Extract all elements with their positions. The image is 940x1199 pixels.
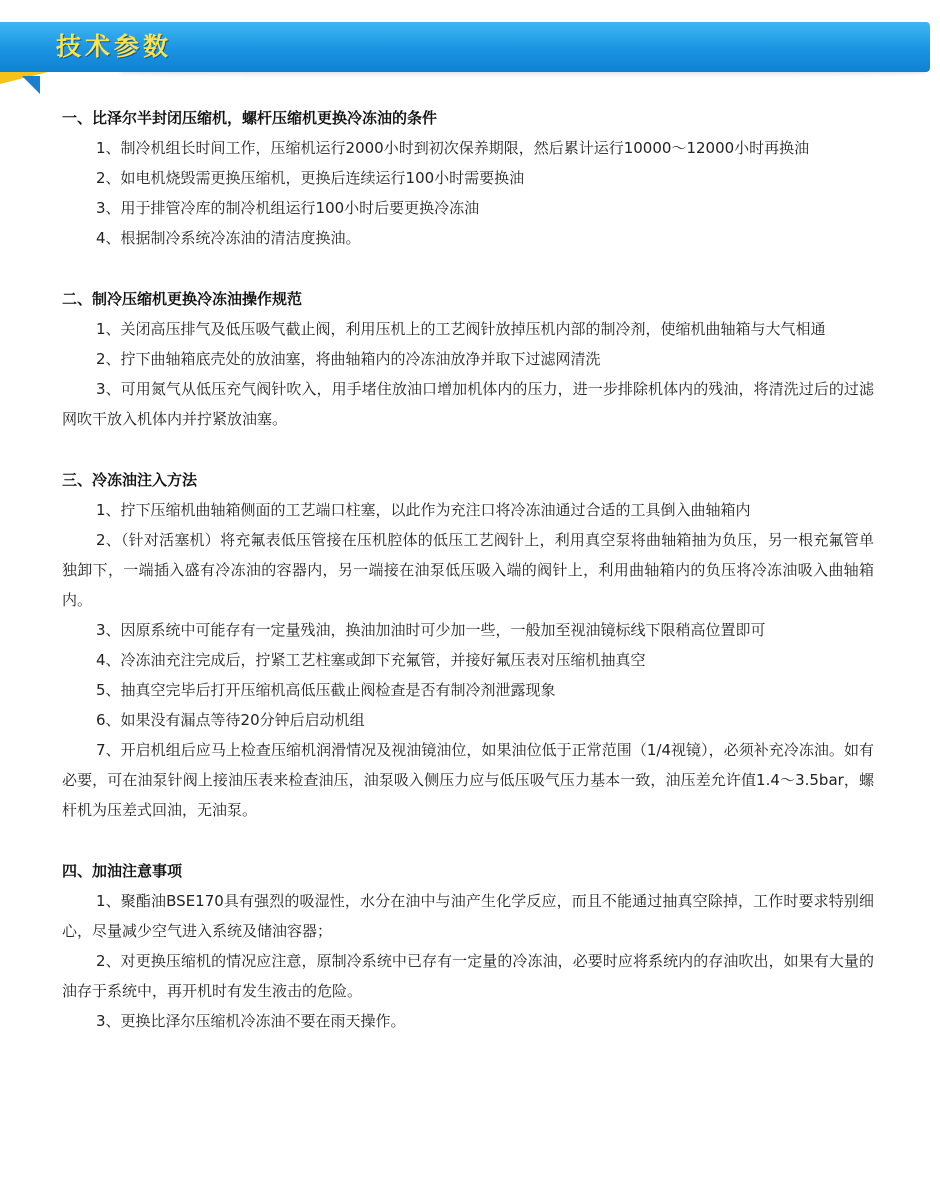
section-3 xyxy=(62,465,874,825)
section-title: 二、制冷压缩机更换冷冻油操作规范 xyxy=(62,290,303,308)
section-2 xyxy=(62,284,874,434)
section-spacer xyxy=(62,825,874,856)
list-item: 6、如果没有漏点等待20分钟后启动机组 xyxy=(96,711,365,729)
list-item: 3、可用氮气从低压充气阀针吹入，用手堵住放油口增加机体内的压力，进一步排除机体内的残油，将清洗过后的过滤网吹干放入机体内并拧紧放油塞。 xyxy=(62,380,874,428)
list-item: 3、用于排管冷库的制冷机组运行100小时后要更换冷冻油 xyxy=(96,199,480,217)
list-item: 3、更换比泽尔压缩机冷冻油不要在雨天操作。 xyxy=(96,1012,406,1030)
section-4 xyxy=(62,856,874,1036)
article-content xyxy=(62,103,874,1036)
list-item: 2、对更换压缩机的情况应注意，原制冷系统中已存有一定量的冷冻油，必要时应将系统内的存油吹出，如果有大量的油存于系统中，再开机时有发生液击的危险。 xyxy=(62,952,874,1000)
section-spacer xyxy=(62,434,874,465)
list-item: 2、（针对活塞机）将充氟表低压管接在压机腔体的低压工艺阀针上，利用真空泵将曲轴箱抽为负压，另一根充氟管单独卸下，一端插入盛有冷冻油的容器内，另一端接在油泵低压吸入端的阀针上，利用曲轴箱内的负压将冷冻油吸入曲轴箱内。 xyxy=(62,531,874,609)
list-item: 7、开启机组后应马上检查压缩机润滑情况及视油镜油位，如果油位低于正常范围（1/4视镜），必须补充冷冻油。如有必要，可在油泵针阀上接油压表来检查油压，油泵吸入侧压力应与低压吸气压力基本一致，油压差允许值1.4～3.5bar，螺杆机为压差式回油，无油泵。 xyxy=(62,741,874,819)
list-item: 1、拧下压缩机曲轴箱侧面的工艺端口柱塞，以此作为充注口将冷冻油通过合适的工具倒入曲轴箱内 xyxy=(96,501,751,519)
section-spacer xyxy=(62,253,874,284)
list-item: 4、根据制冷系统冷冻油的清洁度换油。 xyxy=(96,229,361,247)
section-1 xyxy=(62,103,874,253)
list-item: 5、抽真空完毕后打开压缩机高低压截止阀检查是否有制冷剂泄露现象 xyxy=(96,681,556,699)
list-item: 2、如电机烧毁需更换压缩机，更换后连续运行100小时需要换油 xyxy=(96,169,525,187)
section-banner xyxy=(0,0,940,100)
list-item: 1、制冷机组长时间工作，压缩机运行2000小时到初次保养期限，然后累计运行10000～12000小时再换油 xyxy=(96,139,810,157)
list-item: 2、拧下曲轴箱底壳处的放油塞，将曲轴箱内的冷冻油放净并取下过滤网清洗 xyxy=(96,350,601,368)
section-title: 四、加油注意事项 xyxy=(62,862,183,880)
section-title: 三、冷冻油注入方法 xyxy=(62,471,198,489)
list-item: 1、关闭高压排气及低压吸气截止阀，利用压机上的工艺阀针放掉压机内部的制冷剂，使缩机曲轴箱与大气相通 xyxy=(96,320,826,338)
list-item: 4、冷冻油充注完成后，拧紧工艺柱塞或卸下充氟管，并接好氟压表对压缩机抽真空 xyxy=(96,651,646,669)
page-title: 技术参数 xyxy=(56,32,173,61)
banner-blue-triangle xyxy=(22,76,40,94)
section-title: 一、比泽尔半封闭压缩机，螺杆压缩机更换冷冻油的条件 xyxy=(62,109,438,127)
list-item: 1、聚酯油BSE170具有强烈的吸湿性，水分在油中与油产生化学反应，而且不能通过抽真空除掉，工作时要求特别细心，尽量减少空气进入系统及储油容器； xyxy=(62,892,874,940)
list-item: 3、因原系统中可能存有一定量残油，换油加油时可少加一些，一般加至视油镜标线下限稍高位置即可 xyxy=(96,621,766,639)
